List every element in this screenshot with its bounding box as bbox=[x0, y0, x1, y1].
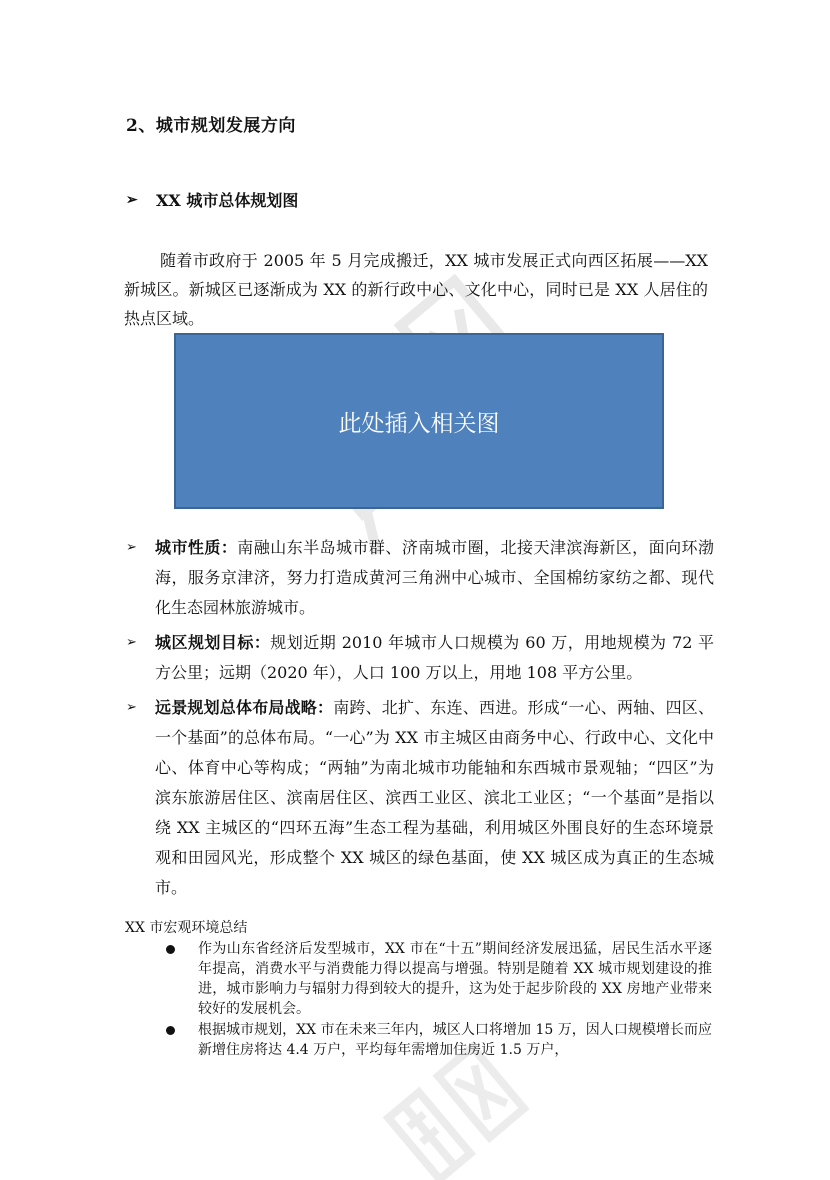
section-title: 2、城市规划发展方向 bbox=[126, 116, 296, 136]
subsection-title-text: XX 城市总体规划图 bbox=[156, 191, 299, 210]
arrow-bullet-icon: ➢ bbox=[126, 700, 137, 715]
dot-bullet-icon bbox=[166, 945, 175, 954]
summary-title: XX 市宏观环境总结 bbox=[125, 920, 248, 936]
arrow-bullet-icon: ➢ bbox=[126, 191, 138, 208]
bullet-text: 南跨、北扩、东连、西进。形成“一心、两轴、四区、一个基面”的总体布局。“一心”为 XX 市主城区由商务中心、行政中心、文化中心、体育中心等构成；“两轴”为南北城市功能轴和东西城市景观轴；“四区”为滨东旅游居住区、滨南居住区、滨西工业区、滨北工业区；“一个基面”是指以绕 XX 主城区的“四环五海”生态工程为基础，利用城区外围良好的生态环境景观和田园风光，形成整个 XX 城区的绿色基面，使 XX 城区成为真正的生态城市。 bbox=[155, 698, 714, 897]
list-item bbox=[124, 693, 714, 903]
list-item bbox=[166, 939, 712, 1019]
bullet-label: 远景规划总体布局战略： bbox=[155, 698, 334, 717]
arrow-bullet-icon: ➢ bbox=[126, 635, 137, 650]
image-placeholder bbox=[174, 333, 664, 509]
watermark-stamp-icon bbox=[380, 1040, 540, 1180]
summary-list bbox=[166, 939, 712, 1061]
dot-bullet-icon bbox=[166, 1026, 175, 1035]
summary-item-text: 作为山东省经济后发型城市，XX 市在“十五”期间经济发展迅猛，居民生活水平逐年提高，消费水平与消费能力得以提高与增强。特别是随着 XX 城市规划建设的推进，城市影响力与辐射力得到较大的提升，这为处于起步阶段的 XX 房地产业带来较好的发展机会。 bbox=[198, 941, 712, 1017]
subsection-title bbox=[126, 188, 298, 211]
summary-item-text: 根据城市规划，XX 市在未来三年内，城区人口将增加 15 万，因人口规模增长而应新增住房将达 4.4 万户，平均每年需增加住房近 1.5 万户， bbox=[198, 1022, 712, 1058]
list-item bbox=[124, 533, 714, 623]
bullet-text: 南融山东半岛城市群、济南城市圈，北接天津滨海新区，面向环渤海，服务京津济，努力打造成黄河三角洲中心城市、全国棉纺家纺之都、现代化生态园林旅游城市。 bbox=[155, 538, 714, 617]
bullet-text: 规划近期 2010 年城市人口规模为 60 万，用地规模为 72 平方公里；远期（2020 年），人口 100 万以上，用地 108 平方公里。 bbox=[155, 633, 714, 682]
intro-paragraph: 随着市政府于 2005 年 5 月完成搬迁，XX 城市发展正式向西区拓展——XX 新城区。新城区已逐渐成为 XX 的新行政中心、文化中心，同时已是 XX 人居住的热点区域。 bbox=[124, 251, 708, 328]
image-placeholder-label: 此处插入相关图 bbox=[338, 410, 500, 437]
planning-bullet-list bbox=[124, 533, 714, 908]
list-item bbox=[166, 1020, 712, 1060]
bullet-label: 城市性质： bbox=[155, 538, 238, 557]
bullet-label: 城区规划目标： bbox=[155, 633, 271, 652]
list-item bbox=[124, 628, 714, 688]
arrow-bullet-icon: ➢ bbox=[126, 540, 137, 555]
